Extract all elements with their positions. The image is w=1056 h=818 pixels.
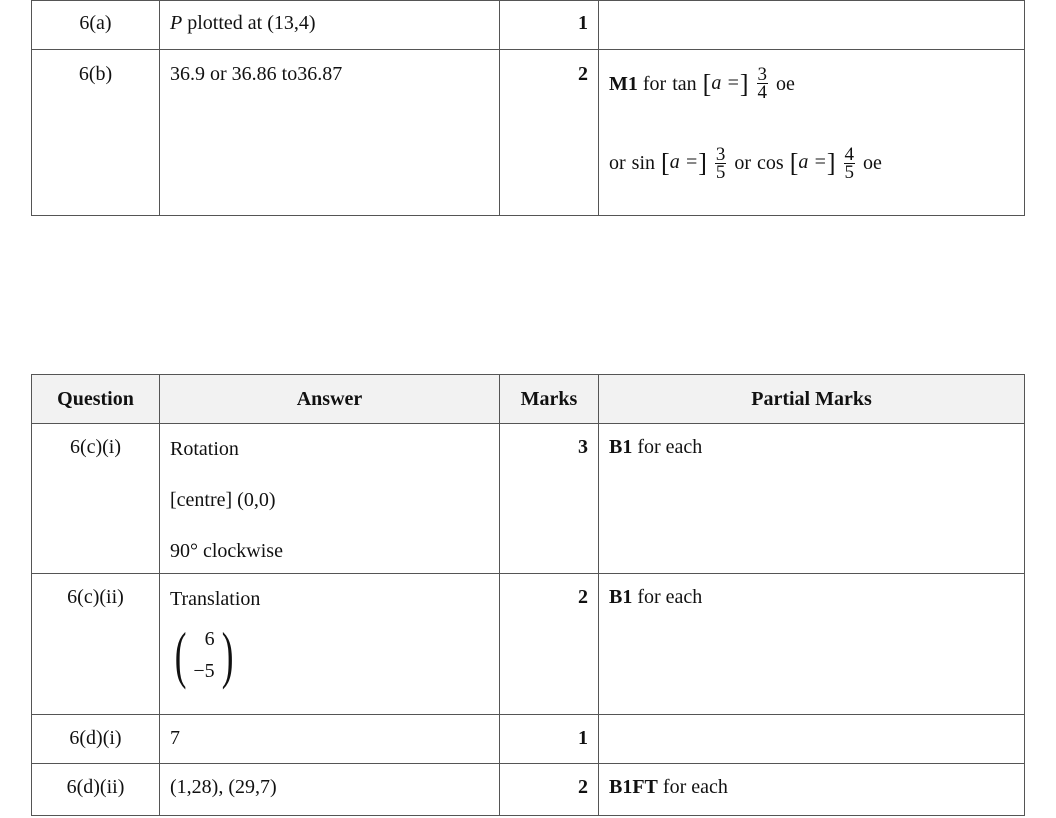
partial-cell (599, 1, 1025, 50)
marks-cell: 2 (500, 764, 599, 816)
header-question: Question (32, 375, 160, 424)
table-row (32, 50, 1025, 216)
partial-cell (599, 50, 1025, 216)
marks-cell: 1 (500, 715, 599, 764)
a-equals: a = (669, 151, 699, 174)
answer-variable: P (170, 12, 183, 34)
tan-function: tan (672, 72, 697, 95)
partial-cell (599, 764, 1025, 816)
header-marks: Marks (500, 375, 599, 424)
a-equals: a = (711, 72, 740, 94)
or-label: or (609, 152, 626, 175)
question-cell: 6(c)(ii) (32, 574, 160, 715)
oe-label: oe (863, 152, 882, 175)
table-row (32, 424, 1025, 574)
table-row (32, 574, 1025, 715)
answer-cell: (1,28), (29,7) (160, 764, 500, 816)
a-equals: a = (798, 151, 827, 174)
column-vector: ( 6 −5 ) (174, 619, 234, 690)
question-cell: 6(d)(i) (32, 715, 160, 764)
marks-cell: 1 (500, 1, 599, 50)
table-row (32, 1, 1025, 50)
partial-text: for each (632, 436, 703, 458)
answer-cell: 7 (160, 715, 500, 764)
table-row (32, 764, 1025, 816)
question-cell: 6(c)(i) (32, 424, 160, 574)
partial-cell (599, 715, 1025, 764)
marks-cell: 2 (500, 50, 599, 216)
answer-cell: 36.9 or 36.86 to36.87 (160, 50, 500, 216)
answer-text: plotted at (13,4) (182, 12, 316, 34)
fraction: $\frac{3}{4}$ (757, 64, 767, 104)
mark-code: B1 (609, 436, 633, 458)
answer-cell (160, 424, 500, 574)
answer-cell (160, 574, 500, 715)
question-cell: 6(a) (32, 1, 160, 50)
answer-line: [centre] (0,0) (170, 489, 276, 511)
mark-scheme-table-top (31, 0, 1025, 216)
partial-cell (599, 574, 1025, 715)
mark-code: B1FT (609, 776, 658, 798)
answer-line: 90° clockwise (170, 540, 283, 562)
answer-line: Rotation (170, 438, 239, 460)
partial-line-tan: M1 for tan [a =] $\frac{3}{4}$ oe (609, 64, 795, 104)
table-row (32, 715, 1025, 764)
mark-code: M1 (609, 72, 638, 95)
header-answer: Answer (160, 375, 500, 424)
fraction: $\frac{3}{5}$ (715, 143, 726, 183)
answer-cell (160, 1, 500, 50)
answer-line: Translation (170, 588, 261, 610)
vector-bottom: −5 (193, 660, 215, 682)
mark-code: B1 (609, 586, 633, 608)
partial-cell (599, 424, 1025, 574)
vector-top: 6 (204, 628, 215, 650)
marks-cell: 2 (500, 574, 599, 715)
or-label: or (734, 152, 752, 175)
partial-text: for each (632, 586, 703, 608)
question-cell: 6(b) (32, 50, 160, 216)
table-header-row (32, 375, 1025, 424)
fraction: $\frac{4}{5}$ (844, 143, 855, 183)
partial-line-sin-cos: or sin [a =] $\frac{3}{5}$ or cos [a =] $\frac{4}{5}$ oe (609, 143, 882, 183)
sin-function: sin (631, 152, 656, 175)
partial-text: for each (657, 776, 728, 798)
question-cell: 6(d)(ii) (32, 764, 160, 816)
mark-scheme-table (31, 374, 1025, 816)
marks-cell: 3 (500, 424, 599, 574)
oe-label: oe (776, 72, 795, 95)
partial-text: for (637, 72, 667, 95)
header-partial-marks: Partial Marks (599, 375, 1025, 424)
cos-function: cos (757, 152, 784, 175)
